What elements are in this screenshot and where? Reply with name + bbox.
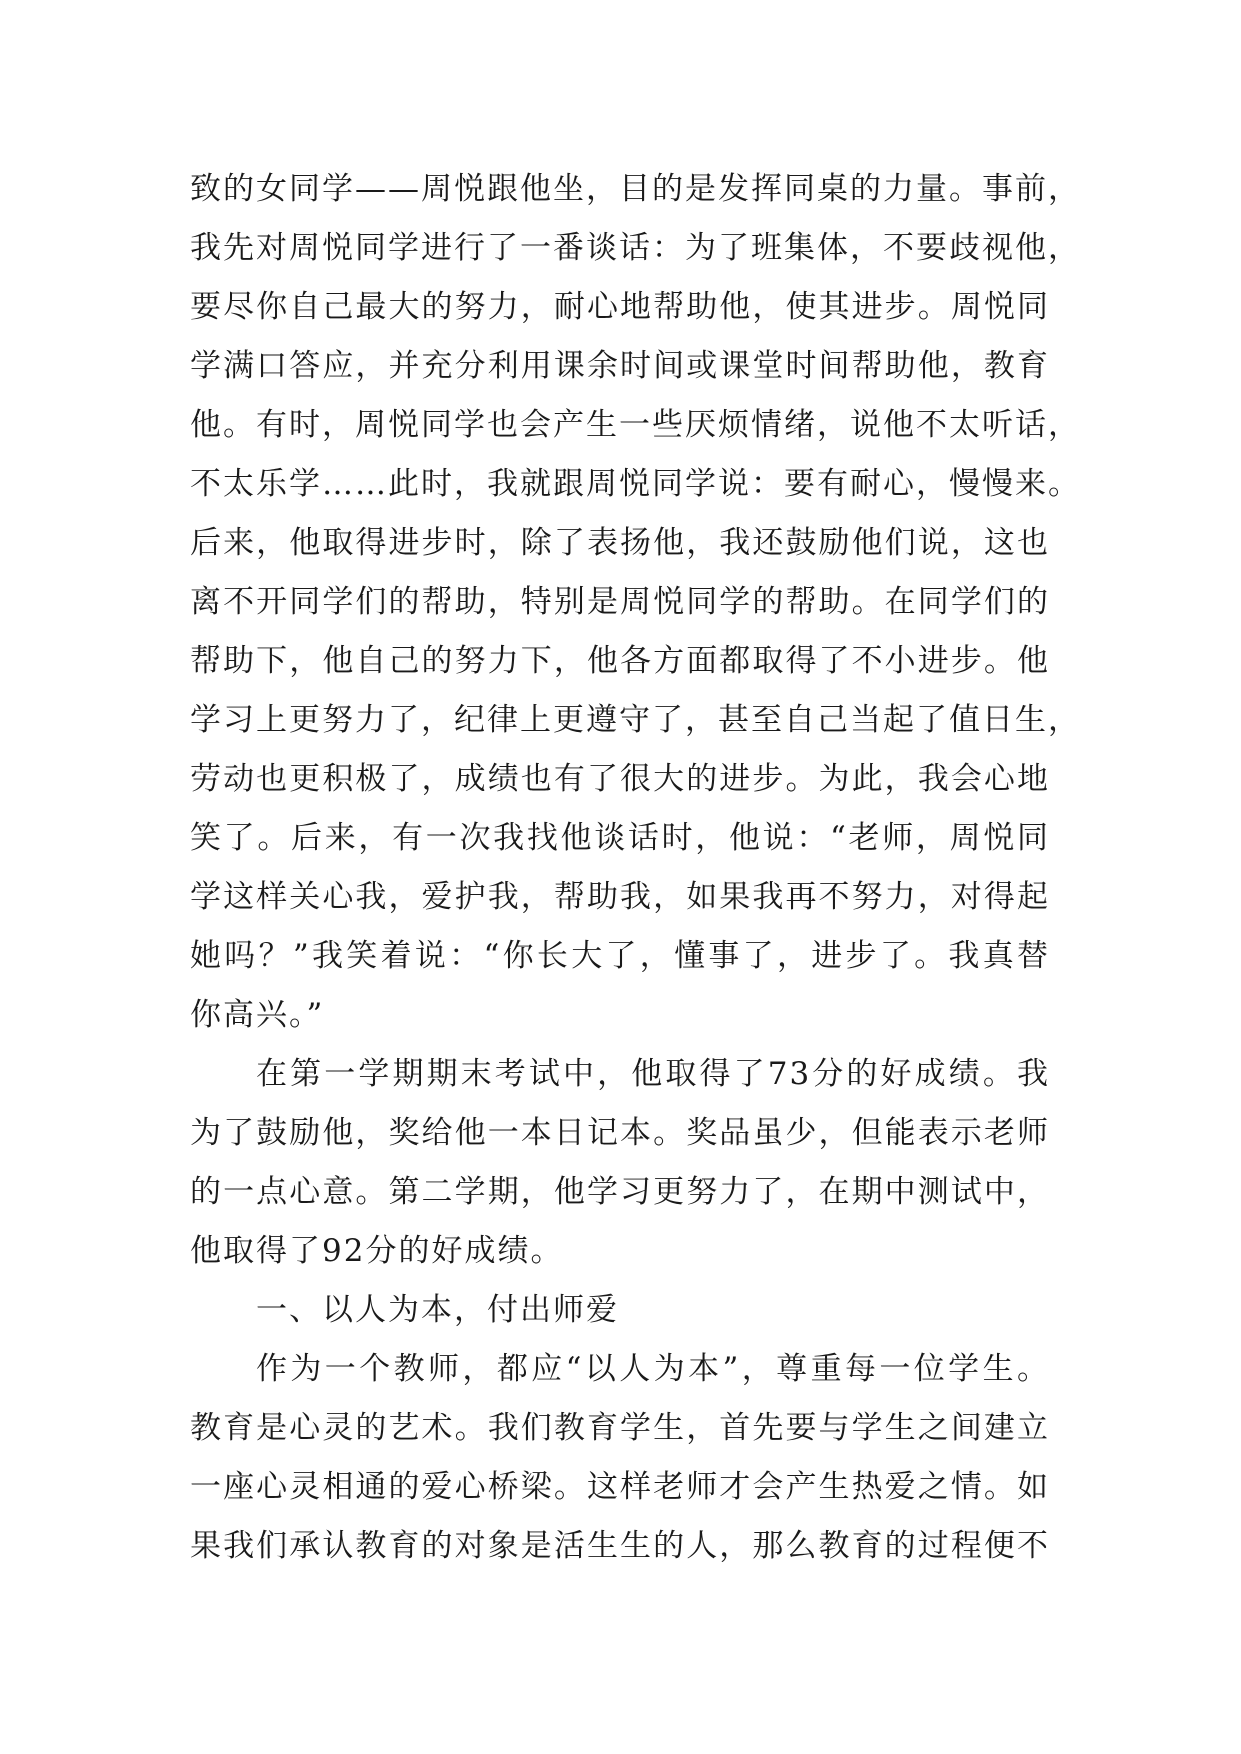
text-line-9: 帮助下，他自己的努力下，他各方面都取得了不小进步。他 — [190, 643, 1050, 679]
text-line-14: 她吗？”我笑着说：“你长大了，懂事了，进步了。我真替 — [190, 938, 1050, 974]
text-line-6: 不太乐学……此时，我就跟周悦同学说：要有耐心，慢慢来。 — [190, 466, 1081, 502]
section-heading: 一、以人为本，付出师爱 — [256, 1292, 619, 1328]
text-line-10: 学习上更努力了，纪律上更遵守了，甚至自己当起了值日生， — [190, 702, 1081, 738]
text-line-11: 劳动也更积极了，成绩也有了很大的进步。为此，我会心地 — [190, 761, 1050, 797]
text-line-18: 的一点心意。第二学期，他学习更努力了，在期中测试中， — [190, 1174, 1050, 1210]
text-line-19: 他取得了92分的好成绩。 — [190, 1233, 564, 1269]
paragraph-start-line: 在第一学期期末考试中，他取得了73分的好成绩。我 — [256, 1056, 1050, 1092]
text-line-3: 要尽你自己最大的努力，耐心地帮助他，使其进步。周悦同 — [190, 289, 1050, 325]
text-line-2: 我先对周悦同学进行了一番谈话：为了班集体，不要歧视他， — [190, 230, 1081, 266]
text-line-17: 为了鼓励他，奖给他一本日记本。奖品虽少，但能表示老师 — [190, 1115, 1050, 1151]
text-line-22: 教育是心灵的艺术。我们教育学生，首先要与学生之间建立 — [190, 1410, 1050, 1446]
text-line-4: 学满口答应，并充分利用课余时间或课堂时间帮助他，教育 — [190, 348, 1050, 384]
text-line-8: 离不开同学们的帮助，特别是周悦同学的帮助。在同学们的 — [190, 584, 1050, 620]
text-line-15: 你高兴。” — [190, 997, 325, 1033]
text-line-13: 学这样关心我，爱护我，帮助我，如果我再不努力，对得起 — [190, 879, 1050, 915]
body-text — [190, 160, 1081, 1576]
text-line-12: 笑了。后来，有一次我找他谈话时，他说：“老师，周悦同 — [190, 820, 1050, 856]
text-line-23: 一座心灵相通的爱心桥梁。这样老师才会产生热爱之情。如 — [190, 1469, 1050, 1505]
text-line-1: 致的女同学——周悦跟他坐，目的是发挥同桌的力量。事前， — [190, 171, 1081, 207]
paragraph-start-line-2: 作为一个教师，都应“以人为本”，尊重每一位学生。 — [256, 1351, 1050, 1387]
text-line-24: 果我们承认教育的对象是活生生的人，那么教育的过程便不 — [190, 1528, 1050, 1564]
text-line-7: 后来，他取得进步时，除了表扬他，我还鼓励他们说，这也 — [190, 525, 1050, 561]
text-line-5: 他。有时，周悦同学也会产生一些厌烦情绪，说他不太听话， — [190, 407, 1081, 443]
